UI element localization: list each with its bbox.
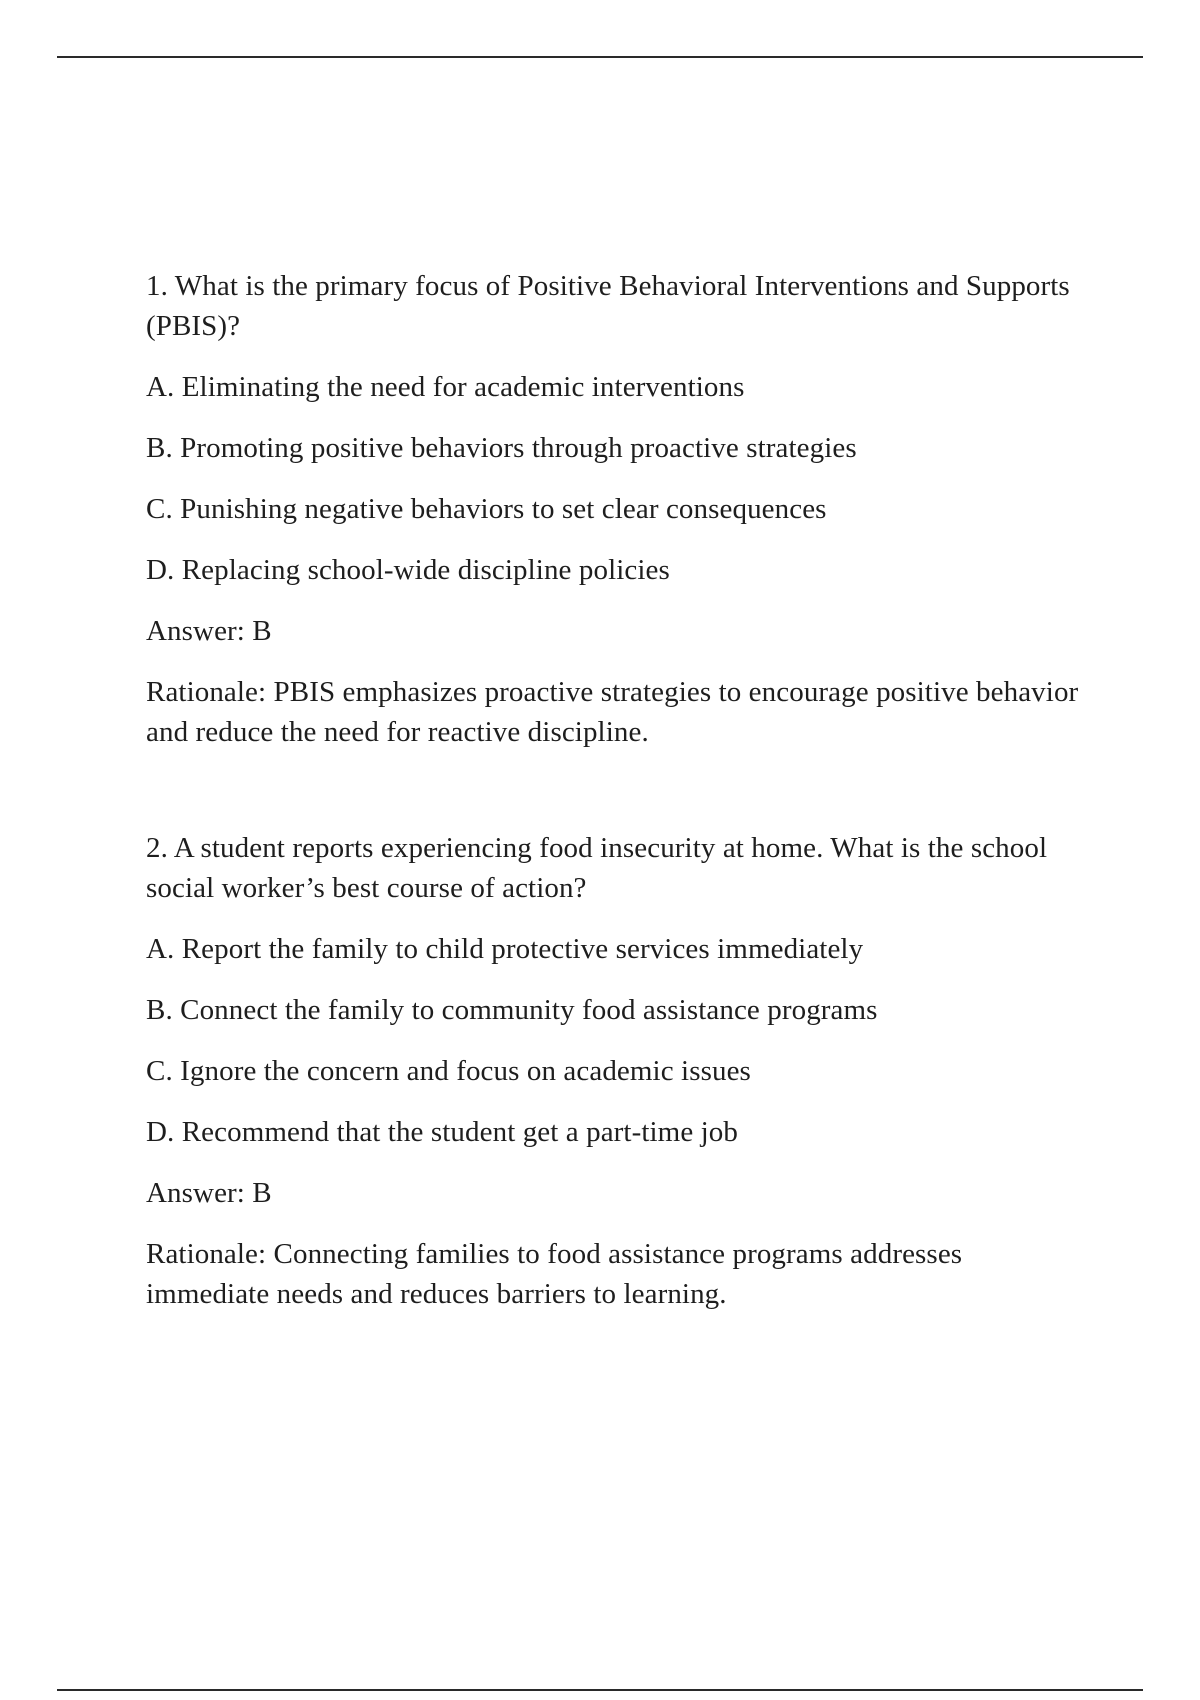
question-prompt: 1. What is the primary focus of Positive Behavioral Interventions and Supports (PBIS)? (146, 270, 1070, 342)
question-2 (146, 828, 1086, 1314)
footer-rule (57, 1689, 1143, 1691)
correct-answer: Answer: B (146, 1177, 272, 1209)
answer-option-d: D. Recommend that the student get a part-time job (146, 1116, 738, 1148)
header-rule (57, 56, 1143, 58)
answer-option-b: B. Connect the family to community food assistance programs (146, 994, 878, 1026)
answer-option-a: A. Eliminating the need for academic interventions (146, 371, 745, 403)
question-prompt: 2. A student reports experiencing food insecurity at home. What is the school social worker’s best course of action? (146, 832, 1048, 904)
question-1 (146, 266, 1086, 752)
answer-option-d: D. Replacing school-wide discipline policies (146, 554, 670, 586)
answer-option-a: A. Report the family to child protective services immediately (146, 933, 864, 965)
answer-option-b: B. Promoting positive behaviors through proactive strategies (146, 432, 857, 464)
answer-option-c: C. Punishing negative behaviors to set clear consequences (146, 493, 827, 525)
rationale: Rationale: Connecting families to food assistance programs addresses immediate needs and reduces barriers to learning. (146, 1238, 963, 1310)
answer-option-c: C. Ignore the concern and focus on academic issues (146, 1055, 751, 1087)
correct-answer: Answer: B (146, 615, 272, 647)
document-body (146, 266, 1086, 1314)
rationale: Rationale: PBIS emphasizes proactive strategies to encourage positive behavior and reduce the need for reactive discipline. (146, 676, 1079, 748)
